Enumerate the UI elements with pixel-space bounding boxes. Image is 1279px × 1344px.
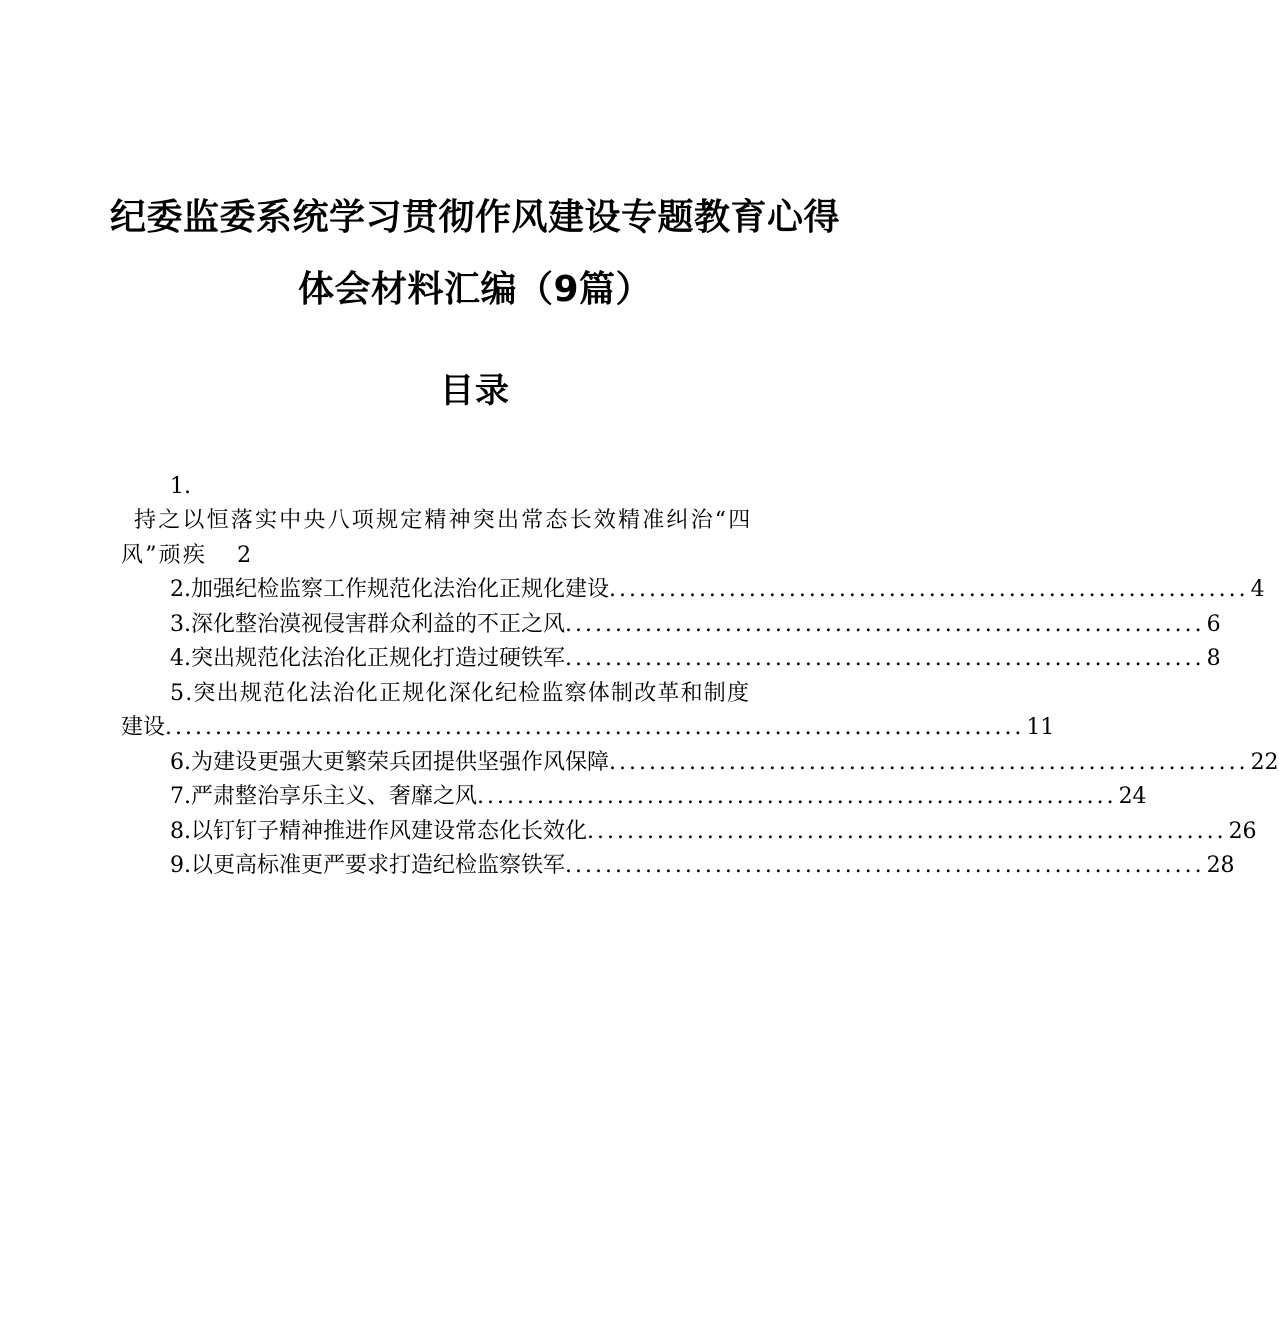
toc-item-8-page: 26 (1228, 819, 1257, 844)
toc-item-1-number[interactable]: 1. (170, 474, 191, 499)
toc-item-4-leader: ................................................................ (565, 646, 1205, 671)
toc-heading: 目录 (440, 371, 510, 411)
toc-item-7[interactable] (170, 784, 1147, 809)
toc-item-2-leader: ................................................................ (609, 577, 1249, 602)
toc-item-6[interactable] (170, 750, 1279, 775)
document-title-line-2: 体会材料汇编（9篇） (297, 269, 653, 310)
toc-item-7-page: 24 (1118, 784, 1147, 809)
toc-item-5-leader: ...................................................................................... (165, 715, 1025, 740)
toc-item-9-leader: ................................................................ (565, 853, 1205, 878)
toc-item-6-page: 22 (1250, 750, 1279, 775)
toc-item-4-page: 8 (1206, 646, 1221, 671)
toc-item-5-label-line-2: 建设 (121, 715, 166, 740)
toc-item-4[interactable] (170, 646, 1221, 671)
toc-item-1-text-line-2[interactable] (121, 545, 253, 567)
toc-item-1-text-tail: 风”顽疾 (121, 543, 208, 568)
toc-item-7-leader: ................................................................ (477, 784, 1117, 809)
document-title-line-1: 纪委监委系统学习贯彻作风建设专题教育心得 (109, 197, 840, 238)
toc-item-8-label: 8.以钉钉子精神推进作风建设常态化长效化 (170, 819, 587, 844)
toc-item-5-line-2[interactable] (121, 715, 1055, 740)
toc-item-9-page: 28 (1206, 853, 1235, 878)
toc-item-2[interactable] (170, 577, 1265, 602)
toc-item-8-leader: ................................................................ (587, 819, 1227, 844)
toc-item-9-label: 9.以更高标准更严要求打造纪检监察铁军 (170, 853, 565, 878)
toc-item-5-page: 11 (1026, 715, 1055, 740)
toc-item-6-leader: ................................................................ (609, 750, 1249, 775)
toc-item-2-label: 2.加强纪检监察工作规范化法治化正规化建设 (170, 577, 609, 602)
toc-item-3-page: 6 (1206, 612, 1221, 637)
toc-item-2-page: 4 (1250, 577, 1265, 602)
toc-item-4-label: 4.突出规范化法治化正规化打造过硬铁军 (170, 646, 565, 671)
toc-item-6-label: 6.为建设更强大更繁荣兵团提供坚强作风保障 (170, 750, 609, 775)
toc-item-7-label: 7.严肃整治享乐主义、奢靡之风 (170, 784, 477, 809)
toc-item-9[interactable] (170, 853, 1235, 878)
toc-item-1-page: 2 (237, 543, 254, 568)
toc-item-3[interactable] (170, 612, 1221, 637)
toc-item-5-label-line-1[interactable]: 5.突出规范化法治化正规化深化纪检监察体制改革和制度 (170, 681, 751, 706)
toc-item-8[interactable] (170, 819, 1257, 844)
toc-item-3-leader: ................................................................ (565, 612, 1205, 637)
toc-item-3-label: 3.深化整治漠视侵害群众利益的不正之风 (170, 612, 565, 637)
toc-item-1-text-line-1[interactable]: 持之以恒落实中央八项规定精神突出常态长效精准纠治“四 (134, 508, 753, 533)
